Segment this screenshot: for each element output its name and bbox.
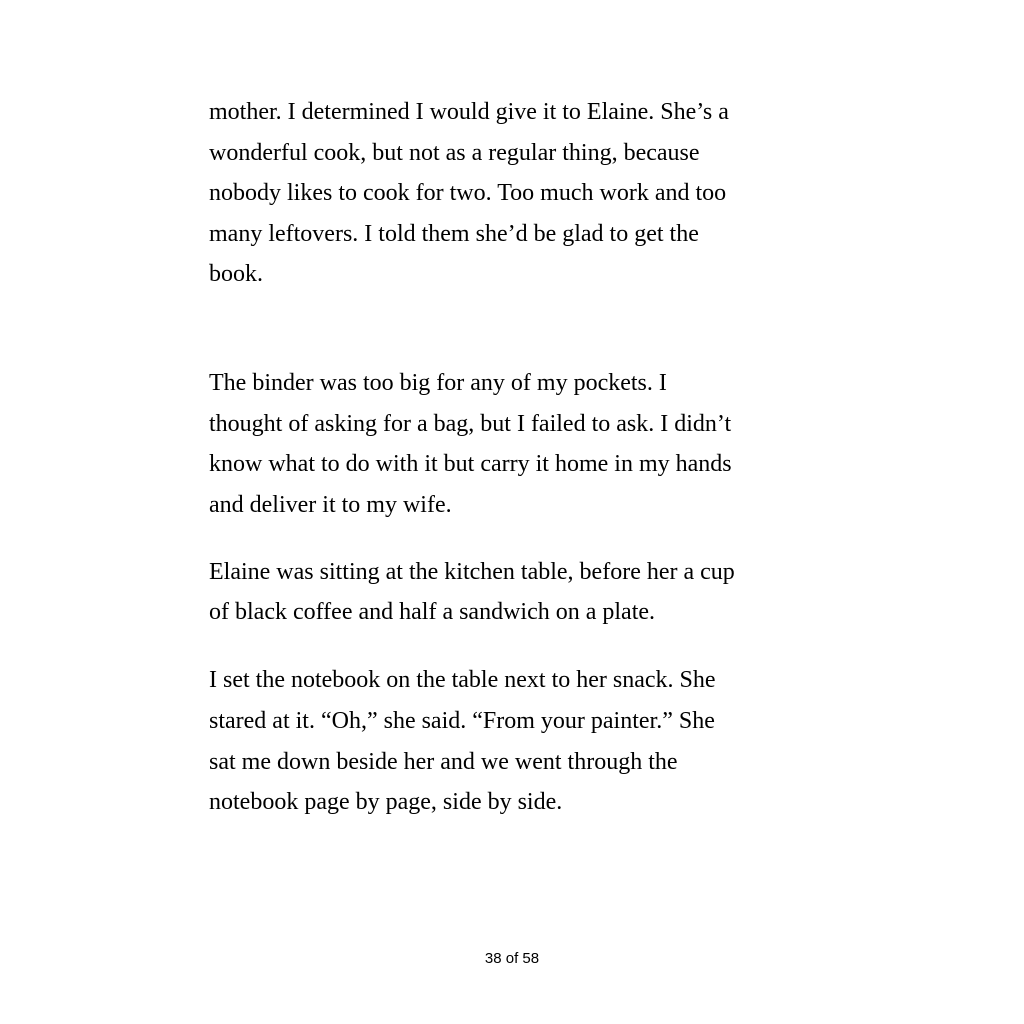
paragraph-1	[209, 92, 819, 295]
paragraph-spacer	[209, 525, 819, 553]
text-line: know what to do with it but carry it home in my hands	[209, 451, 732, 478]
paragraph-3	[209, 553, 819, 632]
text-line: thought of asking for a bag, but I failed to ask. I didn’t	[209, 410, 732, 437]
text-line: of black coffee and half a sandwich on a plate.	[209, 598, 656, 625]
text-line: The binder was too big for any of my pockets. I	[209, 369, 667, 396]
text-line: wonderful cook, but not as a regular thing, because	[209, 139, 700, 166]
paragraph-2	[209, 363, 819, 525]
text-line: nobody likes to cook for two. Too much work and too	[209, 180, 727, 207]
text-line: stared at it. “Oh,” she said. “From your painter.” She	[209, 707, 715, 734]
text-line: book.	[209, 261, 263, 288]
paragraph-4	[209, 660, 819, 822]
text-line: mother. I determined I would give it to Elaine. She’s a	[209, 99, 729, 125]
text-line: I set the notebook on the table next to her snack. She	[209, 667, 716, 694]
page-number: 38 of 58	[484, 950, 540, 967]
text-line: notebook page by page, side by side.	[209, 789, 563, 816]
text-column	[209, 92, 819, 823]
text-line: many leftovers. I told them she’d be glad to get the	[209, 220, 699, 247]
paragraph-spacer	[209, 295, 819, 363]
text-line: Elaine was sitting at the kitchen table, before her a cup	[209, 559, 735, 586]
text-line: sat me down beside her and we went through the	[209, 748, 678, 775]
paragraph-spacer	[209, 632, 819, 660]
text-line: and deliver it to my wife.	[209, 491, 452, 518]
